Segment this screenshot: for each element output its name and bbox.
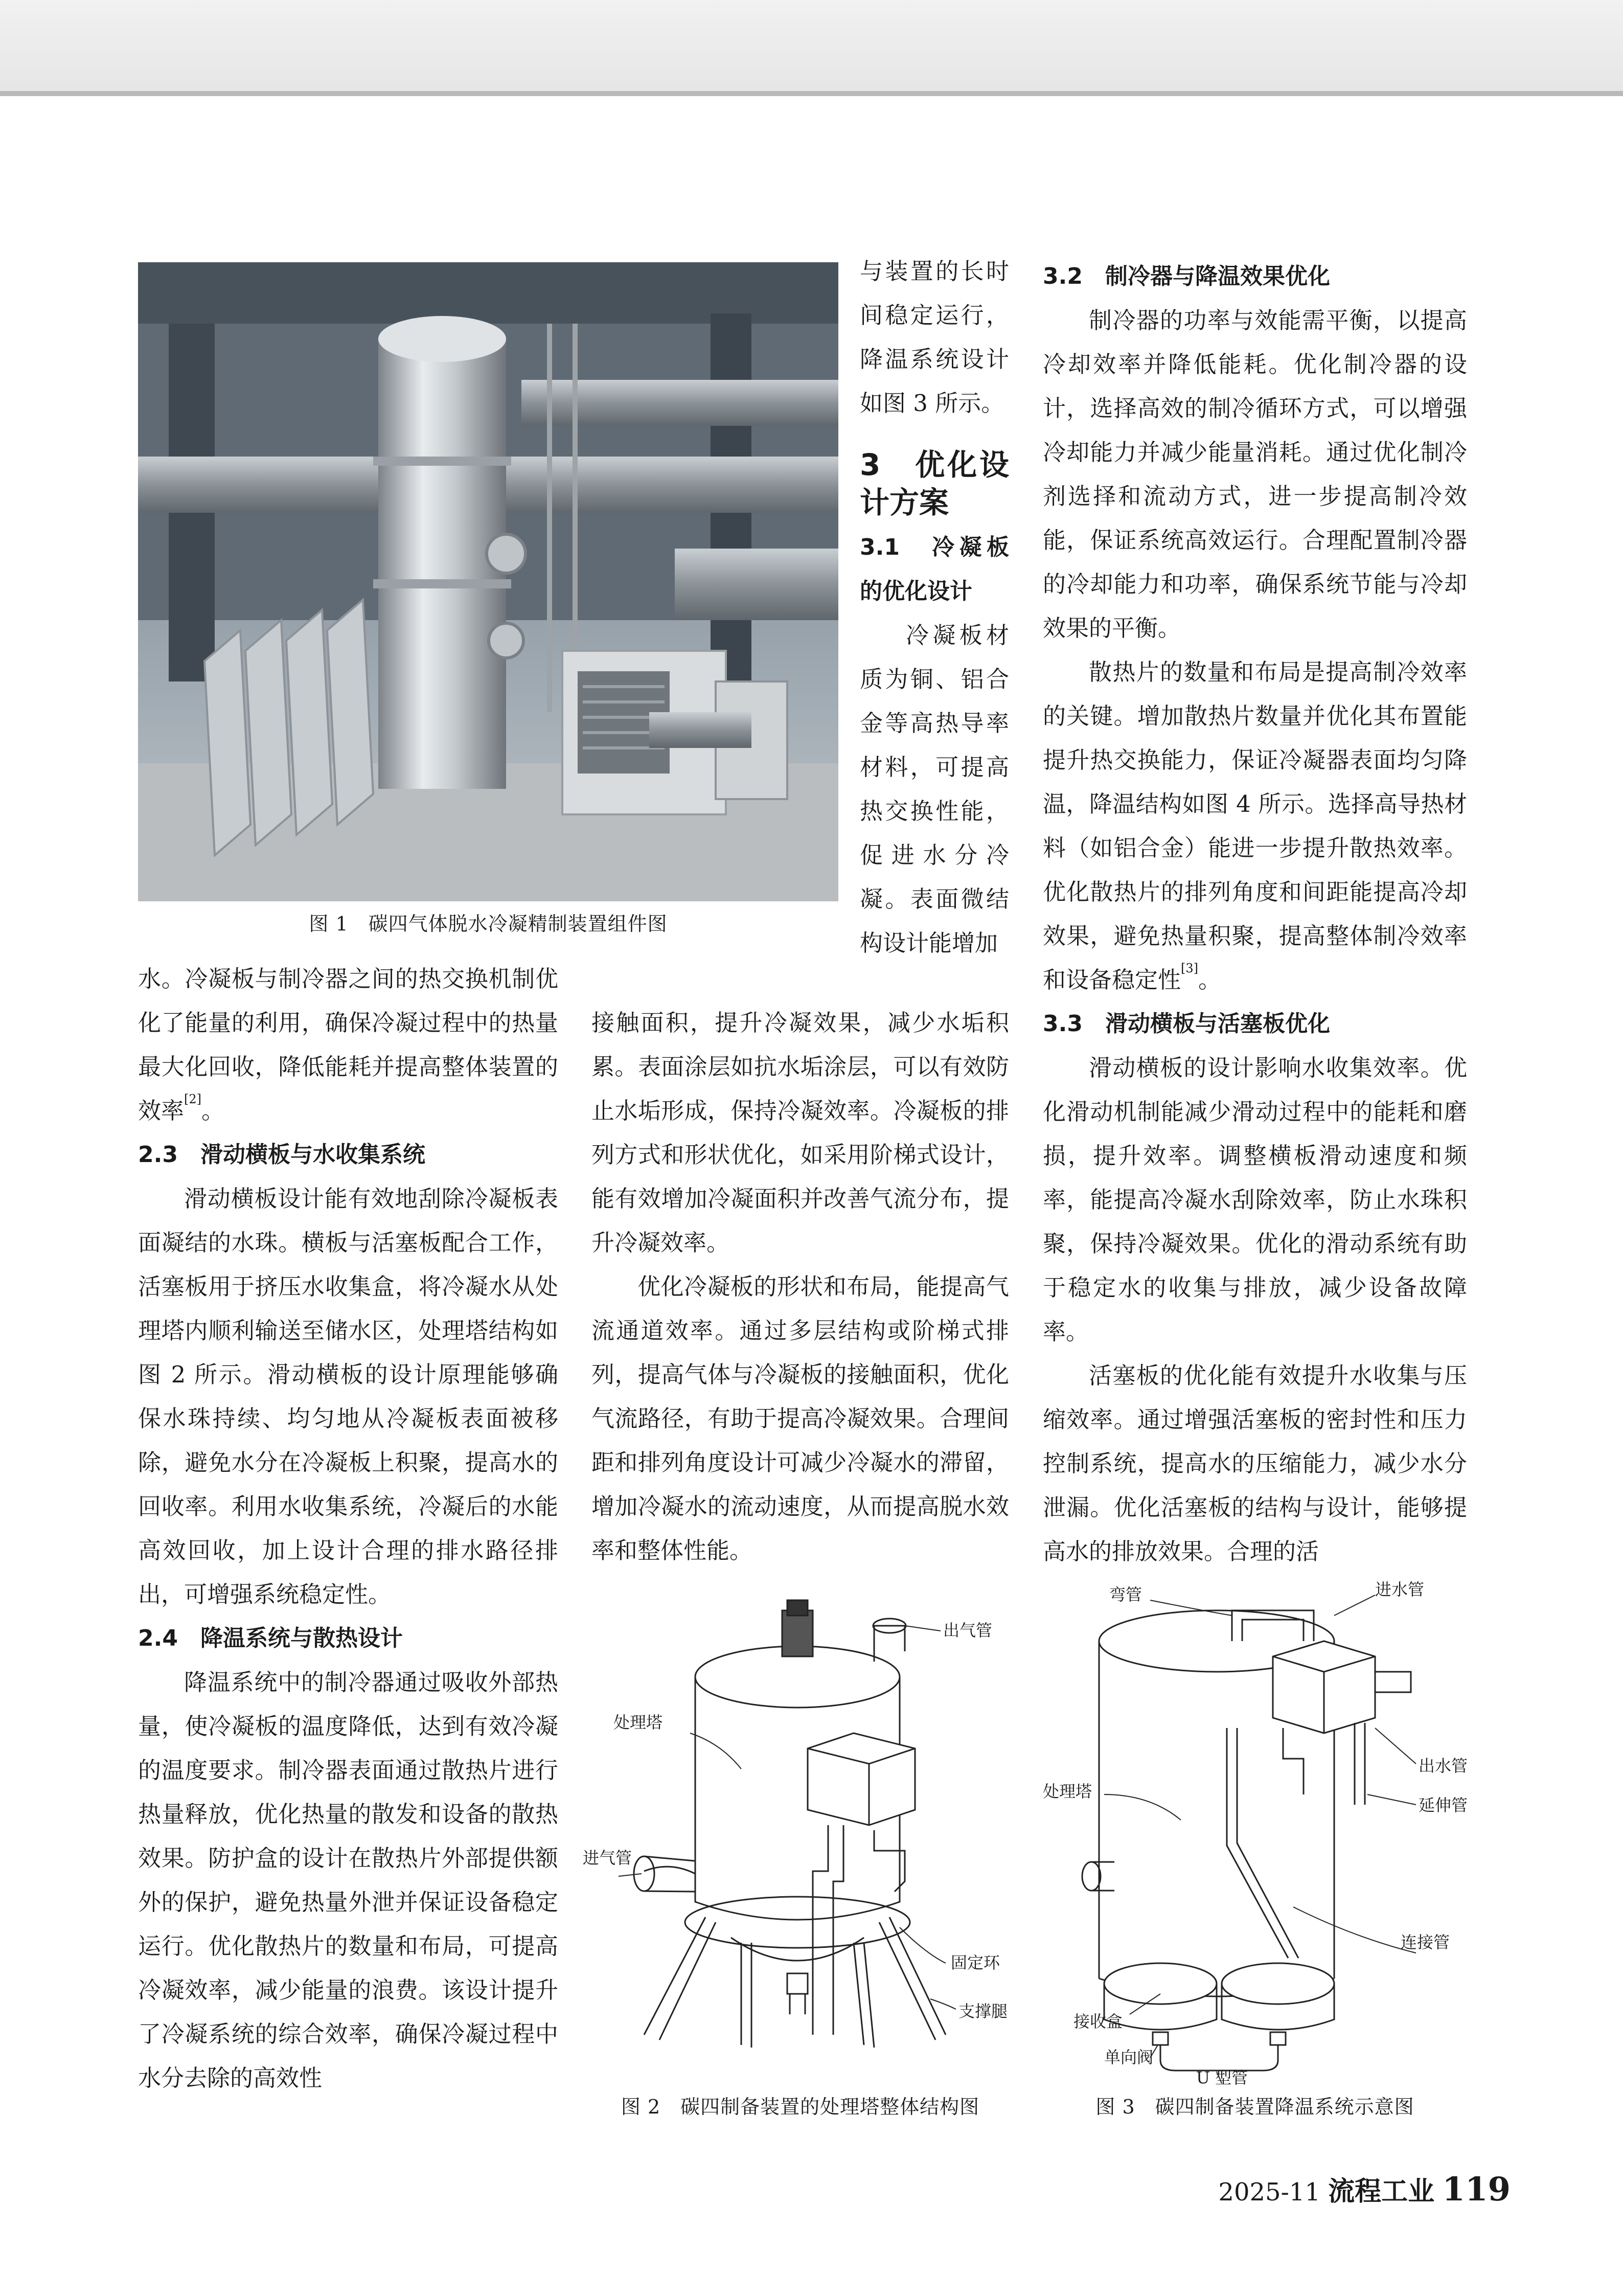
figure-3-diagram — [1043, 1580, 1488, 2087]
para-3-2: 制冷器的功率与效能需平衡，以提高冷却效率并降低能耗。优化制冷器的设计，选择高效的制冷循环方式，可以增强冷却能力并减少能量消耗。通过优化制冷剂选择和流动方式，进一步提高制冷效能，保证系统高效运行。合理配置制冷器的冷却能力和功率，确保系统节能与冷却效果的平衡。 — [1043, 307, 1467, 642]
para-end: 。 — [1198, 966, 1222, 993]
column-1 — [138, 957, 558, 2100]
label-receiving-box: 接收盒 — [1073, 2012, 1123, 2031]
para-3-1-start: 冷凝板材质为铜、铝合金等高热导率材料，可提高热交换性能，促进水分冷凝。表面微结构设计能增加 — [860, 622, 1009, 957]
para-2-4: 降温系统中的制冷器通过吸收外部热量，使冷凝板的温度降低，达到有效冷凝的温度要求。制冷器表面通过散热片进行热量释放，优化热量的散发和设备的散热效果。防护盒的设计在散热片外部提供额外的保护，避免热量外泄并保证设备稳定运行。优化散热片的数量和布局，可提高冷凝效率，减少能量的浪费。该设计提升了冷凝系统的综合效率，确保冷凝过程中水分去除的高效性 — [138, 1669, 558, 2092]
label-tower: 处理塔 — [1043, 1782, 1092, 1801]
page-footer — [1218, 2172, 1511, 2210]
figure-3-caption: 图 3 碳四制备装置降温系统示意图 — [1095, 2096, 1414, 2118]
para-3-3: 滑动横板的设计影响水收集效率。优化滑动机制能减少滑动过程中的能耗和磨损，提升效率。调整横板滑动速度和频率，能提高冷凝水刮除效率，防止水珠积聚，保持冷凝效果。优化的滑动系统有助于稳定水的收集与排放，减少设备故障率。 — [1043, 1054, 1467, 1345]
para-3-3-b: 活塞板的优化能有效提升水收集与压缩效率。通过增强活塞板的密封性和压力控制系统，提高水的压缩能力，减少水分泄漏。优化活塞板的结构与设计，能够提高水的排放效果。合理的活 — [1043, 1362, 1467, 1565]
para-continuation — [138, 957, 558, 1133]
label-connector-pipe: 连接管 — [1401, 1933, 1450, 1952]
para-2-3: 滑动横板设计能有效地刮除冷凝板表面凝结的水珠。横板与活塞板配合工作，活塞板用于挤压水收集盒，将冷凝水从处理塔内顺利输送至储水区，处理塔结构如图 2 所示。滑动横板的设计原理能够确保水珠持续、均匀地从冷凝板表面被移除，避免水分在冷凝板上积聚，提高水的回收率。利用水收集系统，冷凝后的水能高效回收，加上设计合理的排水路径排出，可增强系统稳定性。 — [138, 1185, 558, 1608]
issue-date: 2025-11 — [1218, 2178, 1320, 2207]
para-text: 散热片的数量和布局是提高制冷效率的关键。增加散热片数量并优化其布置能提升热交换能力，保证冷凝器表面均匀降温，降温结构如图 4 所示。选择高导热材料（如铝合金）能进一步提升散热效率。优化散热片的排列角度和间距能提高冷却效果，避免热量积聚，提高整体制冷效率和设备稳定性 — [1043, 658, 1467, 993]
para-text: 水。冷凝板与制冷器之间的热交换机制优化了能量的利用，确保冷凝过程中的热量最大化回收，降低能耗并提高整体装置的效率 — [138, 965, 558, 1124]
para-end: 。 — [201, 1097, 225, 1124]
label-water-inlet: 进水管 — [1375, 1580, 1425, 1599]
section-heading-3: 3 优化设计方案 — [860, 447, 1009, 520]
label-u-pipe: U 型管 — [1196, 2068, 1248, 2087]
citation-ref: [3] — [1181, 961, 1199, 975]
label-water-outlet: 出水管 — [1419, 1756, 1468, 1776]
subsection-heading-3-3: 3.3 滑动横板与活塞板优化 — [1043, 1011, 1330, 1037]
label-inlet-pipe: 进气管 — [583, 1848, 632, 1868]
label-fixing-ring: 固定环 — [951, 1953, 1000, 1972]
citation-ref: [2] — [184, 1092, 202, 1106]
column-2 — [591, 1001, 1009, 1573]
figure-2-caption: 图 2 碳四制备装置的处理塔整体结构图 — [621, 2096, 980, 2118]
label-support-leg: 支撑腿 — [958, 2002, 1008, 2021]
para-continuation: 与装置的长时间稳定运行，降温系统设计如图 3 所示。 — [860, 258, 1009, 417]
page-header-band — [0, 0, 1623, 96]
para-3-1-b: 优化冷凝板的形状和布局，能提高气流通道效率。通过多层结构或阶梯式排列，提高气体与冷凝板的接触面积，优化气流路径，有助于提高冷凝效果。合理间距和排列角度设计可减少冷凝水的滞留，增加冷凝水的流动速度，从而提高脱水效率和整体性能。 — [591, 1273, 1009, 1564]
subsection-heading-3-1: 3.1 冷凝板的优化设计 — [860, 534, 1009, 604]
subsection-heading-2-4: 2.4 降温系统与散热设计 — [138, 1625, 403, 1651]
label-outlet-pipe: 出气管 — [943, 1621, 993, 1640]
figure-2-diagram — [583, 1585, 1027, 2060]
para-3-2-b — [1043, 650, 1467, 1002]
label-check-valve: 单向阀 — [1104, 2048, 1154, 2067]
figure-1-caption: 图 1 碳四气体脱水冷凝精制装置组件图 — [309, 913, 668, 935]
label-elbow-pipe: 弯管 — [1109, 1585, 1142, 1604]
figure-1-photo — [138, 262, 838, 901]
column-2-top — [860, 249, 1009, 965]
label-extension-pipe: 延伸管 — [1419, 1795, 1468, 1815]
magazine-name: 流程工业 — [1328, 2176, 1435, 2207]
column-3 — [1043, 255, 1467, 1574]
para-3-1-continuation: 接触面积，提升冷凝效果，减少水垢积累。表面涂层如抗水垢涂层，可以有效防止水垢形成，保持冷凝效率。冷凝板的排列方式和形状优化，如采用阶梯式设计，能有效增加冷凝面积并改善气流分布，提升冷凝效率。 — [591, 1009, 1009, 1256]
label-tower: 处理塔 — [613, 1713, 663, 1732]
page-number: 119 — [1442, 2170, 1511, 2209]
subsection-heading-2-3: 2.3 滑动横板与水收集系统 — [138, 1142, 425, 1168]
subsection-heading-3-2: 3.2 制冷器与降温效果优化 — [1043, 263, 1330, 289]
